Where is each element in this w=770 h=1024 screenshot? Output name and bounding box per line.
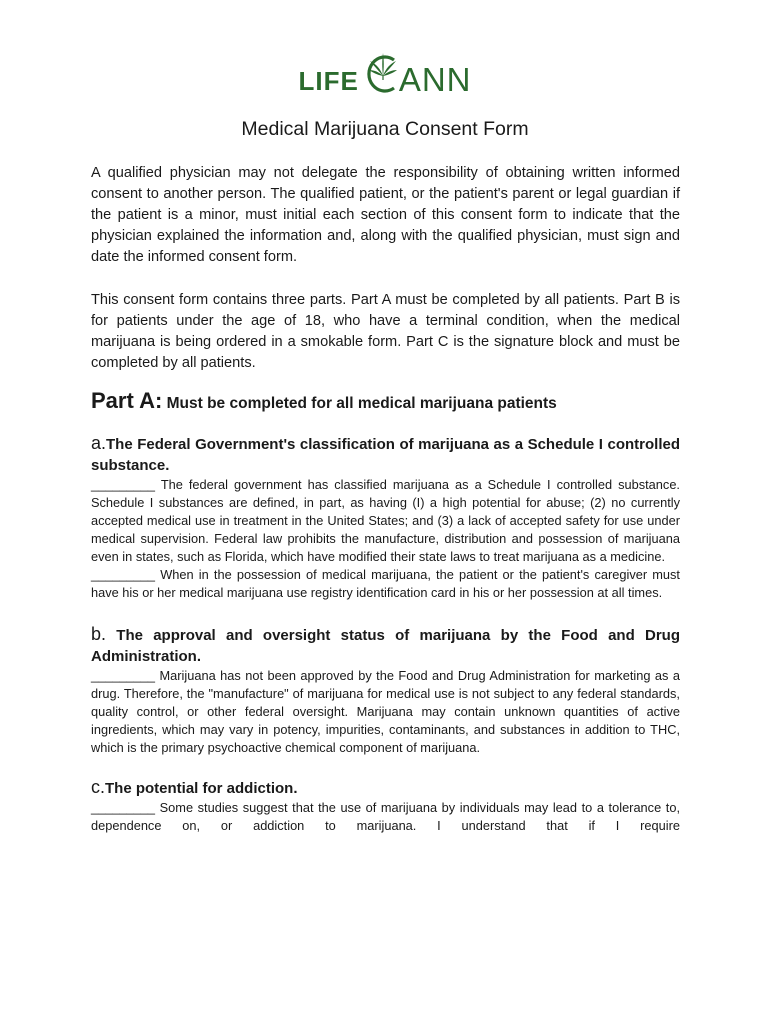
section-b-heading [91, 624, 680, 667]
section-c-letter: c. [91, 777, 106, 797]
part-a-label: Part A: [91, 388, 163, 413]
section-a-paragraph-2: _________ When in the possession of medical marijuana, the patient or the patient's caregiver must have his or her medical marijuana use registry identification card in his or her possession at all times. [91, 567, 680, 600]
intro-paragraph-2: This consent form contains three parts. Part A must be completed by all patients. Part B is for patients under the age of 18, who have a terminal condition, when the medical marijuana is being ordered in a smokable form. Part C is the signature block and must be completed by all patients. [91, 292, 680, 371]
section-c-paragraph-1: _________ Some studies suggest that the use of marijuana by individuals may lead to a tolerance to, dependence on, or addiction to marijuana. I understand that if I require [91, 800, 680, 833]
section-b-paragraph-1: _________ Marijuana has not been approved by the Food and Drug Administration for marketing as a drug. Therefore, the "manufacture" of marijuana for medical use is not subject to any federal standards, quality control, or other federal oversight. Marijuana may contain unknown quantities of active ingredients, which may vary in potency, impurities, contaminants, and substances in addition to THC, which is the primary psychoactive chemical component of marijuana. [91, 668, 680, 755]
section-c-title: The potential for addiction. [105, 780, 298, 797]
section-c-heading [91, 777, 680, 799]
section-a-letter: a. [91, 433, 107, 453]
section-b-letter: b. [91, 624, 107, 644]
document-body [91, 163, 680, 835]
part-a-subtitle: Must be completed for all medical marijuana patients [166, 395, 557, 412]
section-b-title: The approval and oversight status of marijuana by the Food and Drug Administration. [91, 627, 680, 665]
intro-paragraph-1: A qualified physician may not delegate the responsibility of obtaining written informed consent to another person. The qualified patient, or the patient's parent or legal guardian if the patient is a minor, must initial each section of this consent form to indicate that the physician explained the information and, along with the qualified physician, must sign and date the informed consent form. [91, 165, 680, 265]
section-a-heading [91, 433, 680, 476]
logo-text-right: ANN [398, 61, 472, 98]
lifecann-logo [0, 44, 770, 96]
section-a-paragraph-1: _________ The federal government has classified marijuana as a Schedule I controlled substance. Schedule I substances are defined, in part, as having (I) a high potential for abuse; (2) no currently accepted medical use in treatment in the United States; and (3) a lack of accepted safety for use under medical supervision. Federal law prohibits the manufacture, distribution and possession of marijuana even in states, such as Florida, which have modified their state laws to treat marijuana as a medicine. [91, 477, 680, 564]
part-a-heading [91, 388, 680, 417]
cannabis-leaf-icon [361, 46, 399, 96]
logo-text-left: LIFE [298, 66, 359, 96]
section-a-title: The Federal Government's classification of marijuana as a Schedule I controlled substance. [91, 436, 680, 474]
document-title: Medical Marijuana Consent Form [241, 118, 529, 140]
